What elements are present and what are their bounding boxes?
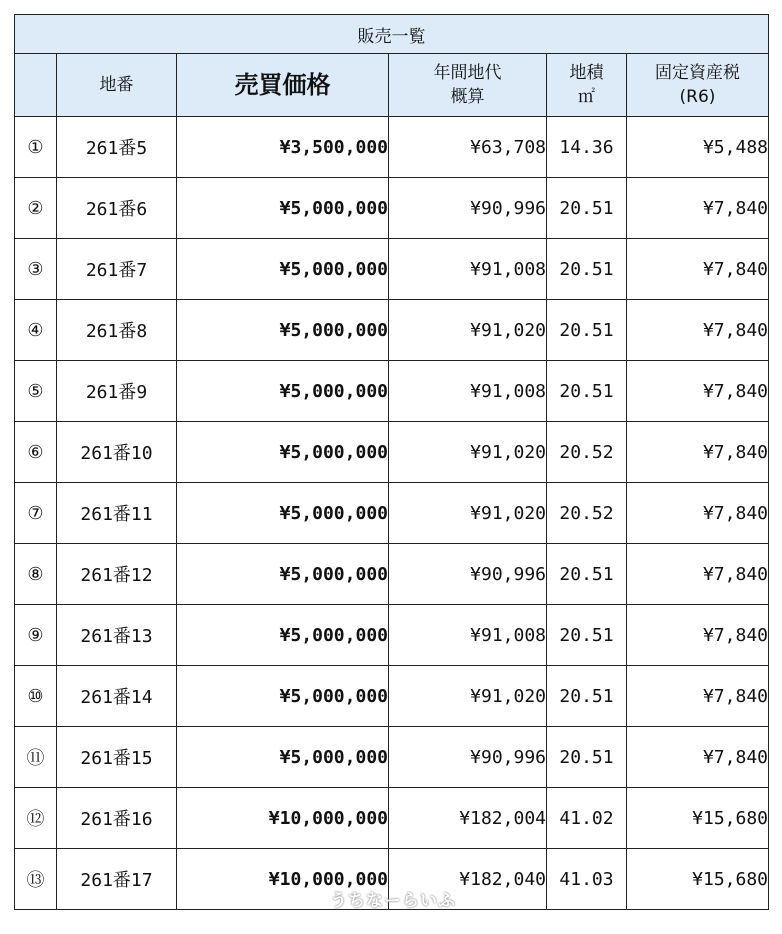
table-row	[15, 361, 769, 422]
annual-rent-header	[389, 54, 547, 117]
sale-price-cell: ¥3,500,000	[177, 117, 389, 178]
property-tax-cell: ¥7,840	[627, 727, 769, 788]
row-index-cell: ⑦	[15, 483, 57, 544]
row-index-cell: ⑥	[15, 422, 57, 483]
lot-number-cell: 261番17	[57, 849, 177, 910]
annual-rent-cell: ¥90,996	[389, 544, 547, 605]
sales-table	[14, 14, 769, 910]
area-header-line1: 地積	[569, 63, 604, 83]
lot-number-cell: 261番16	[57, 788, 177, 849]
land-area-cell: 20.51	[547, 666, 627, 727]
property-tax-cell: ¥7,840	[627, 178, 769, 239]
annual-rent-cell: ¥90,996	[389, 178, 547, 239]
sale-price-cell: ¥5,000,000	[177, 483, 389, 544]
row-index-cell: ①	[15, 117, 57, 178]
lot-number-cell: 261番12	[57, 544, 177, 605]
annual-rent-cell: ¥182,040	[389, 849, 547, 910]
land-area-cell: 20.51	[547, 178, 627, 239]
land-area-cell: 20.51	[547, 544, 627, 605]
index-header	[15, 54, 57, 117]
sale-price-cell: ¥10,000,000	[177, 849, 389, 910]
property-tax-cell: ¥7,840	[627, 483, 769, 544]
lot-number-cell: 261番8	[57, 300, 177, 361]
land-area-cell: 41.02	[547, 788, 627, 849]
row-index-cell: ②	[15, 178, 57, 239]
annual-rent-cell: ¥91,020	[389, 422, 547, 483]
annual-rent-header-line2: 概算	[450, 87, 485, 107]
table-row	[15, 605, 769, 666]
row-index-cell: ⑨	[15, 605, 57, 666]
table-row	[15, 788, 769, 849]
property-tax-header	[627, 54, 769, 117]
lot-header: 地番	[57, 54, 177, 117]
property-tax-cell: ¥5,488	[627, 117, 769, 178]
land-area-cell: 41.03	[547, 849, 627, 910]
annual-rent-cell: ¥91,008	[389, 239, 547, 300]
sale-price-cell: ¥5,000,000	[177, 361, 389, 422]
header-row	[15, 54, 769, 117]
table-title: 販売一覧	[15, 15, 769, 54]
sale-price-cell: ¥10,000,000	[177, 788, 389, 849]
table-row	[15, 422, 769, 483]
property-tax-header-line1: 固定資産税	[655, 63, 740, 83]
title-row	[15, 15, 769, 54]
row-index-cell: ⑪	[15, 727, 57, 788]
lot-number-cell: 261番11	[57, 483, 177, 544]
lot-number-cell: 261番14	[57, 666, 177, 727]
sale-price-cell: ¥5,000,000	[177, 727, 389, 788]
lot-number-cell: 261番10	[57, 422, 177, 483]
property-tax-cell: ¥7,840	[627, 361, 769, 422]
table-row	[15, 300, 769, 361]
lot-number-cell: 261番15	[57, 727, 177, 788]
property-tax-cell: ¥7,840	[627, 422, 769, 483]
land-area-cell: 20.51	[547, 605, 627, 666]
land-area-cell: 14.36	[547, 117, 627, 178]
lot-number-cell: 261番13	[57, 605, 177, 666]
row-index-cell: ⑤	[15, 361, 57, 422]
annual-rent-cell: ¥91,008	[389, 605, 547, 666]
row-index-cell: ⑩	[15, 666, 57, 727]
table-row	[15, 666, 769, 727]
table-body	[15, 117, 769, 910]
row-index-cell: ③	[15, 239, 57, 300]
lot-number-cell: 261番9	[57, 361, 177, 422]
land-area-cell: 20.51	[547, 727, 627, 788]
annual-rent-cell: ¥91,008	[389, 361, 547, 422]
row-index-cell: ⑬	[15, 849, 57, 910]
property-tax-cell: ¥7,840	[627, 300, 769, 361]
property-tax-cell: ¥7,840	[627, 605, 769, 666]
property-tax-cell: ¥15,680	[627, 849, 769, 910]
table-row	[15, 483, 769, 544]
land-area-cell: 20.51	[547, 239, 627, 300]
table-row	[15, 117, 769, 178]
annual-rent-cell: ¥90,996	[389, 727, 547, 788]
sale-price-cell: ¥5,000,000	[177, 544, 389, 605]
lot-number-cell: 261番7	[57, 239, 177, 300]
property-tax-cell: ¥7,840	[627, 544, 769, 605]
annual-rent-cell: ¥91,020	[389, 300, 547, 361]
annual-rent-cell: ¥63,708	[389, 117, 547, 178]
property-tax-cell: ¥7,840	[627, 666, 769, 727]
sale-price-cell: ¥5,000,000	[177, 666, 389, 727]
lot-number-cell: 261番5	[57, 117, 177, 178]
row-index-cell: ⑫	[15, 788, 57, 849]
land-area-cell: 20.51	[547, 300, 627, 361]
sale-price-cell: ¥5,000,000	[177, 300, 389, 361]
sale-price-cell: ¥5,000,000	[177, 239, 389, 300]
property-tax-header-line2: (R6)	[679, 87, 716, 107]
row-index-cell: ④	[15, 300, 57, 361]
property-tax-cell: ¥7,840	[627, 239, 769, 300]
lot-number-cell: 261番6	[57, 178, 177, 239]
table-row	[15, 239, 769, 300]
land-area-cell: 20.52	[547, 422, 627, 483]
annual-rent-cell: ¥91,020	[389, 666, 547, 727]
land-area-cell: 20.51	[547, 361, 627, 422]
sale-price-cell: ¥5,000,000	[177, 422, 389, 483]
annual-rent-header-line1: 年間地代	[433, 63, 502, 83]
area-header-line2: ㎡	[578, 87, 595, 107]
land-area-cell: 20.52	[547, 483, 627, 544]
table-row	[15, 849, 769, 910]
table-row	[15, 544, 769, 605]
price-header: 売買価格	[177, 54, 389, 117]
row-index-cell: ⑧	[15, 544, 57, 605]
table-row	[15, 178, 769, 239]
sale-price-cell: ¥5,000,000	[177, 178, 389, 239]
property-tax-cell: ¥15,680	[627, 788, 769, 849]
annual-rent-cell: ¥91,020	[389, 483, 547, 544]
area-header	[547, 54, 627, 117]
watermark: うちなーらいふ	[330, 891, 456, 911]
sale-price-cell: ¥5,000,000	[177, 605, 389, 666]
annual-rent-cell: ¥182,004	[389, 788, 547, 849]
table-row	[15, 727, 769, 788]
